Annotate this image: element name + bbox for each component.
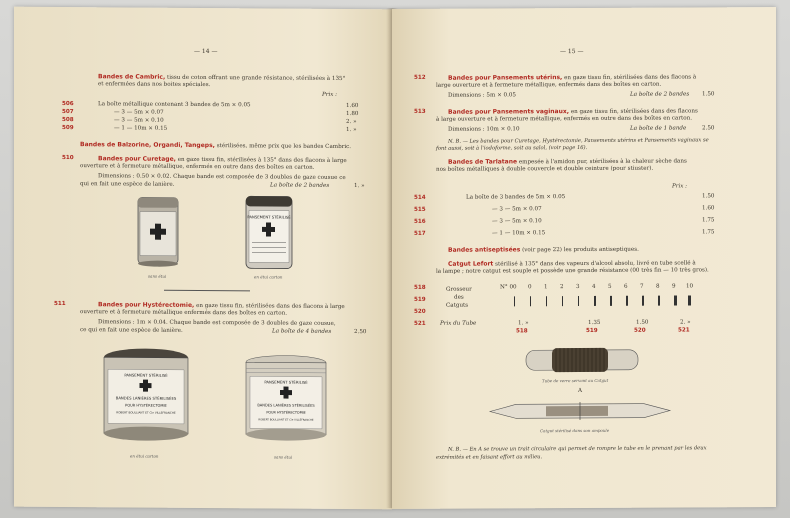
curetage-title: Bandes pour Curetage, <box>98 155 176 163</box>
right-page <box>392 7 776 509</box>
left-page <box>14 7 392 510</box>
hysterectomie-box-label-1: PANSEMENT STÉRILISÉ <box>124 372 168 378</box>
cambric-price-0: 1.60 <box>346 102 359 110</box>
curetage-jar-icon <box>130 193 190 271</box>
uterins-title: Bandes pour Pansements utérins, <box>448 74 563 82</box>
curetage-dims1: Dimensions : 0.50 × 0.02. Chaque bande est composée de 3 doubles de gaze cousue ce <box>98 173 346 181</box>
cambric-price-2: 2. » <box>346 118 357 126</box>
catgut-thickness-mark <box>658 296 660 306</box>
catgut-thickness-mark <box>594 296 596 306</box>
hysterectomie-jar-label-1: PANSEMENT STÉRILISÉ <box>264 379 308 385</box>
catgut-price-0: 1. » <box>518 320 529 327</box>
uterins-desc1: en gaze tissu fin, stérilisées dans des flacons à <box>564 74 697 82</box>
cambric-code-1: 507 <box>62 109 74 116</box>
nb1-line2: font aussi, soit à l'iodoforme, soit au salol, (voir page 16). <box>436 144 588 152</box>
hysterectomie-jar-label-3: POUR HYSTÉRECTOMIE <box>266 410 306 415</box>
hysterectomie-price: 2.50 <box>354 329 367 336</box>
catgut-size-7: 6 <box>624 283 628 290</box>
balzorine-line <box>80 141 351 151</box>
tarlatane-title: Bandes de Tarlatane <box>448 158 518 166</box>
vaginaux-desc1: en gaze tissu fin, stérilisées dans des flacons <box>570 108 698 116</box>
curetage-desc2: ouverture et à fermeture métallique, enfermés en outre dans des boîtes en carton. <box>80 163 315 171</box>
vaginaux-dims: Dimensions : 10m × 0.10 <box>448 126 520 133</box>
catgut-size-9: 8 <box>656 283 660 290</box>
catgut-thickness-mark <box>642 296 644 306</box>
curetage-dims2: qui en fait une espèce de lanière. <box>80 181 175 188</box>
catgut-thickness-mark <box>562 296 563 306</box>
hysterectomie-title: Bandes pour Hystérectomie, <box>98 301 195 309</box>
antiseptisees-desc: (voir page 22) les produits antiseptiques. <box>522 246 639 254</box>
cambric-price-1: 1.80 <box>346 110 359 118</box>
hysterectomie-box-label-2: BANDES LANIÈRES STÉRILISÉES <box>115 395 177 401</box>
catgut-tube-icon <box>522 342 642 377</box>
hysterectomie-code: 511 <box>54 300 66 308</box>
hysterectomie-desc2: ouverture et à fermeture métallique enfermés dans des boîtes en carton. <box>80 309 288 317</box>
cambric-row-0: La boîte métallique contenant 3 bandes de 5m × 0.05 <box>98 101 251 109</box>
curetage-code: 510 <box>62 155 74 162</box>
catgut-thickness-mark <box>514 296 515 306</box>
uterins-desc2: large ouverture et à fermeture métallique, enfermés dans des boîtes en carton. <box>436 81 662 89</box>
nb2-line2: extrémités et en faisant effort au milieu. <box>436 454 543 461</box>
curetage-box-label: PANSEMENT STÉRILISÉ <box>247 214 291 220</box>
tarlatane-price-3: 1.75 <box>702 229 715 236</box>
cambric-desc1: tissu de coton offrant une grande résistance, stérilisées à 135° <box>167 74 346 82</box>
tarlatane-price-0: 1.50 <box>702 193 715 200</box>
catgut-price-code-1: 519 <box>586 327 598 334</box>
balzorine-title: Bandes de Balzorine, Organdi, Tangeps, <box>80 141 215 150</box>
tarlatane-price-2: 1.75 <box>702 217 715 224</box>
catgut-size-10: 9 <box>672 283 676 290</box>
catgut-code-1: 519 <box>414 296 426 303</box>
tarlatane-code-1: 515 <box>414 206 426 213</box>
cambric-price-3: 1. » <box>346 126 357 134</box>
catgut-price-code-0: 518 <box>516 328 528 335</box>
catgut-size-4: 3 <box>576 284 580 291</box>
catgut-price-1: 1.35 <box>588 319 601 326</box>
curetage-caption-right: en étui carton <box>254 274 283 280</box>
tarlatane-prix-label: Prix : <box>672 183 688 190</box>
catgut-size-0: N° 00 <box>500 284 517 291</box>
vaginaux-title: Bandes pour Pansements vaginaux, <box>448 108 570 116</box>
catgut-thickness-mark <box>688 295 691 305</box>
hysterectomie-dims2: ce qui en fait une espèce de lanière. <box>80 327 183 334</box>
cambric-code-0: 506 <box>62 101 74 108</box>
cambric-row-2: — 3 — 5m × 0.10 <box>114 117 164 124</box>
catgut-thickness-mark <box>578 296 579 306</box>
uterins-dims: Dimensions : 5m × 0.05 <box>448 92 516 99</box>
vaginaux-price-label: La boîte de 1 bande <box>630 125 687 132</box>
catgut-desc1: stérilisé à 135° dans des vapeurs d'alcool absolu, livré en tube scellé à <box>495 260 696 268</box>
balzorine-desc: stérilisées, même prix que les bandes Cambric. <box>216 143 352 151</box>
cambric-row-3: — 1 — 10m × 0.15 <box>114 125 168 132</box>
nb1-line1: N. B. — Les bandes pour Curetage, Hystérectomie, Pansements utérins et Pansements vaginaux se <box>448 137 709 145</box>
hysterectomie-box-label-3: POUR HYSTÉRECTOMIE <box>125 403 167 408</box>
catgut-label-a: A <box>578 388 583 395</box>
curetage-price: 1. » <box>354 183 365 190</box>
vaginaux-desc2: à large ouverture et à fermeture métallique, enfermés en outre dans des boîtes en carton. <box>436 115 693 123</box>
cambric-row-1: — 3 — 5m × 0.07 <box>114 109 164 116</box>
catgut-code-2: 520 <box>414 308 426 315</box>
cambric-code-3: 509 <box>62 125 74 132</box>
nb2-line1: N. B. — En A se trouve un trait circulaire qui permet de rompre le tube en le prenant par les deux <box>448 445 707 453</box>
catgut-price-code-3: 521 <box>678 327 690 334</box>
hysterectomie-caption-left: en étui carton <box>130 453 159 459</box>
tarlatane-desc2: nos boîtes métalliques à double couvercle et double ceinture (pour stiuster). <box>436 165 654 173</box>
tarlatane-code-2: 516 <box>414 218 426 225</box>
catgut-price-code-2: 520 <box>634 327 646 334</box>
catgut-size-11: 10 <box>686 283 694 290</box>
uterins-price-label: La boîte de 2 bandes <box>630 91 690 98</box>
catgut-thickness-mark <box>610 296 612 306</box>
catgut-code-3: 521 <box>414 320 426 327</box>
catgut-size-3: 2 <box>560 284 564 291</box>
uterins-price: 1.50 <box>702 91 715 98</box>
tarlatane-row-1: — 3 — 5m × 0.07 <box>492 206 542 213</box>
catgut-code-0: 518 <box>414 284 426 291</box>
tarlatane-desc1: empesée à l'amidon pur, stérilisées à la chaleur sèche dans <box>518 158 687 166</box>
catgut-thickness-mark <box>674 296 677 306</box>
tarlatane-row-3: — 1 — 10m × 0.15 <box>492 230 546 237</box>
hysterectomie-jar-label-4: ROBERT BOULLIANT ET Cie VILLEFRANCHE <box>258 418 314 422</box>
tarlatane-price-1: 1.60 <box>702 205 715 212</box>
page-number-left: — 14 — <box>194 47 218 56</box>
antiseptisees-title: Bandes antiseptisées <box>448 246 521 254</box>
hysterectomie-caption-right: sans étui <box>274 454 293 460</box>
catgut-thickness-mark <box>626 296 628 306</box>
tarlatane-row-2: — 3 — 5m × 0.10 <box>492 218 542 225</box>
catgut-tube-caption: Tube de verre servant au Catgut <box>542 377 609 384</box>
catgut-thickness-mark <box>546 296 547 306</box>
curetage-box-icon <box>242 192 298 272</box>
vaginaux-price: 2.50 <box>702 125 715 132</box>
catgut-size-5: 4 <box>592 283 596 290</box>
vaginaux-code: 513 <box>414 108 426 115</box>
catgut-size-1: 0 <box>528 284 532 291</box>
curetage-price-label: La boîte de 2 bandes <box>270 182 330 189</box>
tarlatane-row-0: La boîte de 3 bandes de 5m × 0.05 <box>466 194 566 201</box>
section-divider <box>164 290 250 292</box>
hysterectomie-desc1: en gaze tissu fin, stérilisées dans des flacons à large <box>196 302 345 310</box>
catgut-title: Catgut Lefort <box>448 260 494 268</box>
uterins-code: 512 <box>414 74 426 81</box>
catgut-price-2: 1.50 <box>636 319 649 326</box>
catgut-grosseur-3: Catguts <box>446 302 469 309</box>
catgut-ampoule-caption: Catgut stérilisé dans son ampoule <box>540 427 610 434</box>
catgut-size-6: 5 <box>608 283 612 290</box>
tarlatane-code-3: 517 <box>414 230 426 237</box>
hysterectomie-dims1: Dimensions : 1m × 0.04. Chaque bande est composée de 3 doubles de gaze cousue, <box>98 319 336 327</box>
antiseptisees-line <box>448 246 639 255</box>
catgut-thickness-mark <box>530 296 531 306</box>
curetage-desc1: en gaze tissu fin, stérilisées à 135° dans des flacons à large <box>177 156 347 165</box>
cambric-prix-label: Prix : <box>322 91 338 98</box>
cambric-desc2: et enfermées dans nos boites spéciales. <box>98 81 211 89</box>
cambric-code-2: 508 <box>62 117 74 124</box>
catgut-grosseur-2: des <box>454 294 464 301</box>
catgut-size-8: 7 <box>640 283 644 290</box>
catgut-prix-label: Prix du Tube <box>440 320 477 327</box>
cambric-title: Bandes de Cambric, <box>98 73 166 81</box>
curetage-caption-left: sans étui <box>148 273 167 279</box>
hysterectomie-jar-icon <box>240 352 334 445</box>
hysterectomie-price-label: La boîte de 4 bandes <box>272 328 332 335</box>
tarlatane-code-0: 514 <box>414 194 426 201</box>
hysterectomie-jar-label-2: BANDES LANIÈRES STÉRILISÉES <box>257 403 315 408</box>
hysterectomie-box-icon <box>98 343 198 444</box>
catgut-desc2: la lampe ; notre catgut est souple et possède une grande résistance (00 très fin — 10 très gros). <box>436 267 709 275</box>
catgut-size-2: 1 <box>544 284 548 291</box>
catgut-ampoule-icon <box>488 396 672 427</box>
hysterectomie-box-label-4: ROBERT BOULLIANT ET Cie VILLEFRANCHE <box>116 410 176 415</box>
catgut-price-3: 2. » <box>680 319 691 326</box>
catgut-grosseur-1: Grosseur <box>446 286 472 293</box>
page-number-right: — 15 — <box>560 48 584 56</box>
